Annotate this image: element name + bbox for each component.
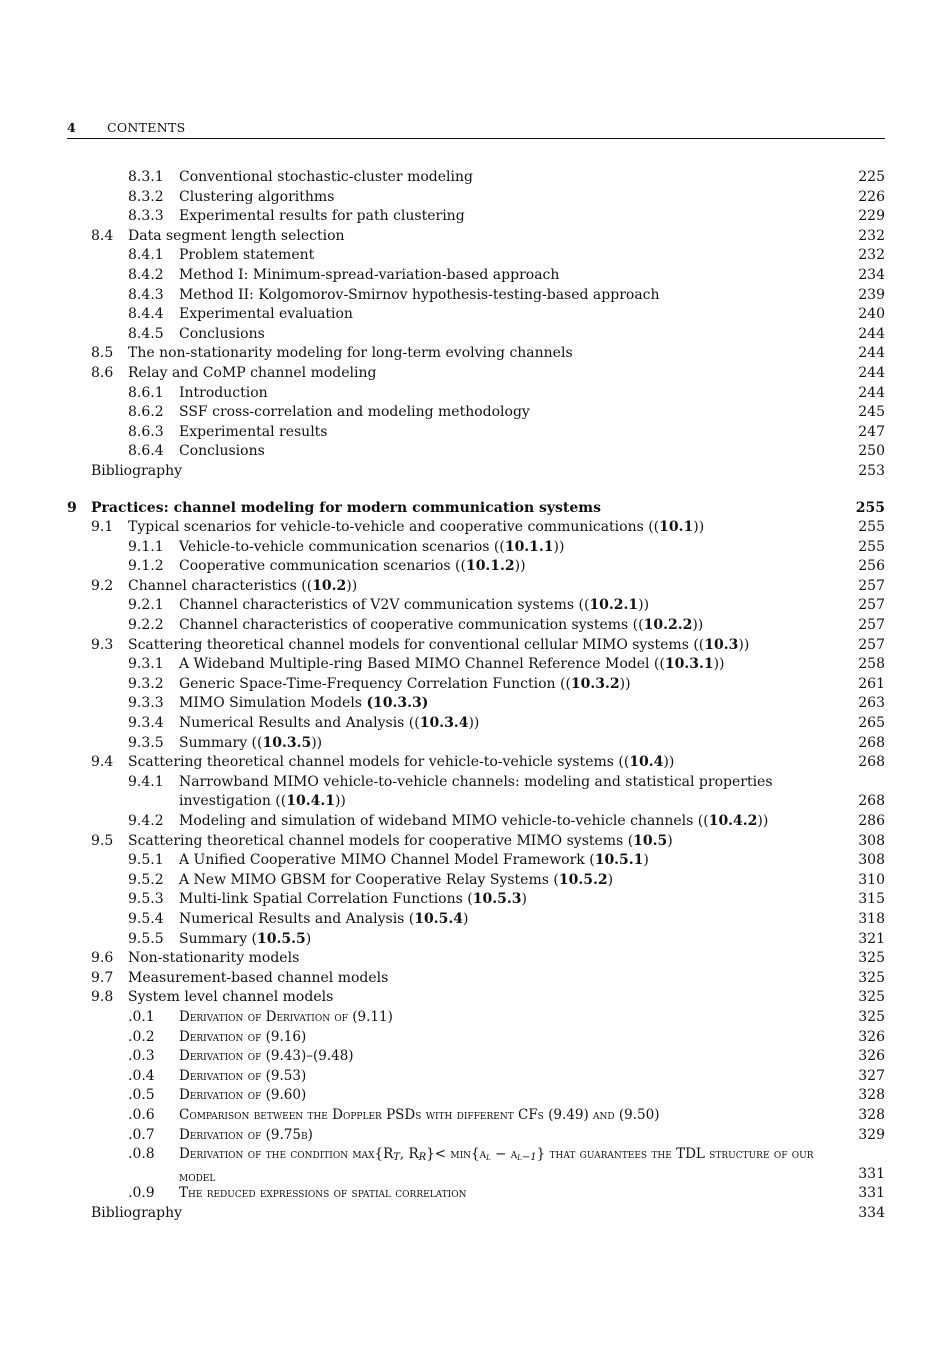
entry-number: .0.1 — [128, 1008, 155, 1025]
entry-page: 234 — [858, 266, 885, 283]
entry-page: 308 — [858, 832, 885, 849]
entry-page: 325 — [858, 989, 885, 1006]
entry-page: 315 — [858, 891, 885, 908]
toc-entry-8-6[interactable] — [67, 364, 885, 384]
entry-title: Channel characteristics ((10.2)) — [128, 577, 358, 594]
entry-page: 325 — [858, 1008, 885, 1025]
entry-number: 9.2.1 — [128, 597, 164, 614]
entry-page: 253 — [858, 462, 885, 479]
entry-number: .0.3 — [128, 1048, 155, 1065]
cross-reference[interactable]: (10.3.3) — [366, 695, 429, 712]
entry-number: 8.6.3 — [128, 423, 164, 440]
entry-title: Derivation of (9.75b) — [179, 1126, 313, 1143]
toc-entry-8-3-2[interactable] — [67, 188, 885, 208]
entry-number: 8.4 — [91, 227, 114, 244]
toc-entry-bibliography-8[interactable] — [67, 462, 885, 482]
toc-entry-9-1-2[interactable] — [67, 557, 885, 577]
entry-page: 328 — [858, 1106, 885, 1123]
toc-entry-appendix-0-4[interactable] — [67, 1067, 885, 1087]
toc-entry-chapter-9[interactable] — [67, 499, 885, 519]
entry-page: 310 — [858, 871, 885, 888]
toc-entry-appendix-0-1[interactable] — [67, 1008, 885, 1028]
entry-title: Scattering theoretical channel models for vehicle-to-vehicle systems ((10.4)) — [128, 754, 675, 771]
entry-title: Derivation of (9.60) — [179, 1087, 307, 1104]
entry-number: 9.4.2 — [128, 813, 164, 829]
entry-page: 268 — [858, 754, 885, 771]
cross-reference[interactable]: 10.3.1 — [664, 656, 714, 673]
entry-page: 325 — [858, 969, 885, 986]
entry-title: Experimental results for path clustering — [179, 208, 465, 225]
entry-number: 9.3.4 — [128, 715, 164, 732]
entry-page: 263 — [858, 695, 885, 712]
entry-page: 244 — [858, 364, 885, 381]
cross-reference[interactable]: 10.3.4 — [419, 715, 469, 732]
entry-title: Method II: Kolgomorov-Smirnov hypothesis-testing-based approach — [179, 286, 660, 303]
cross-reference[interactable]: 10.3.5 — [262, 734, 312, 751]
entry-number: 9.4 — [91, 754, 114, 771]
toc-entry-9-4-1[interactable] — [67, 773, 885, 812]
entry-title: Derivation of (9.53) — [179, 1067, 307, 1084]
entry-number: .0.2 — [128, 1028, 155, 1045]
entry-page: 326 — [858, 1028, 885, 1045]
entry-number: 8.5 — [91, 345, 114, 362]
entry-page: 240 — [858, 306, 885, 323]
entry-number: 9.2.2 — [128, 617, 164, 634]
entry-page: 325 — [858, 950, 885, 967]
toc-entry-9-5[interactable] — [67, 832, 885, 852]
entry-number: 9.3.3 — [128, 695, 164, 712]
entry-title: Generic Space-Time-Frequency Correlation Function ((10.3.2)) — [179, 675, 631, 692]
toc-entry-9-3-3[interactable] — [67, 694, 885, 714]
entry-number: 8.4.5 — [128, 325, 164, 342]
entry-number: 8.6 — [91, 364, 114, 381]
entry-page: 286 — [858, 813, 885, 829]
entry-page: 331 — [858, 1185, 885, 1202]
toc-entry-8-4-3[interactable] — [67, 286, 885, 306]
page-header — [67, 118, 885, 139]
toc-entry-9-5-2[interactable] — [67, 871, 885, 891]
entry-number: 9.5.4 — [128, 910, 164, 927]
toc-entry-8-4-2[interactable] — [67, 266, 885, 286]
cross-reference[interactable]: 10.3.2 — [570, 675, 620, 692]
entry-title: Introduction — [179, 384, 268, 401]
toc-entry-appendix-0-2[interactable] — [67, 1028, 885, 1048]
toc-entry-9-2[interactable] — [67, 577, 885, 597]
toc-entry-8-6-1[interactable] — [67, 384, 885, 404]
table-of-contents — [67, 168, 885, 1223]
entry-title: Method I: Minimum-spread-variation-based approach — [179, 266, 560, 283]
toc-entry-8-4-4[interactable] — [67, 305, 885, 325]
entry-page: 225 — [858, 169, 885, 185]
toc-entry-bibliography-9[interactable] — [67, 1204, 885, 1224]
toc-entry-9-5-5[interactable] — [67, 930, 885, 950]
toc-entry-9-5-4[interactable] — [67, 910, 885, 930]
entry-page: 257 — [858, 597, 885, 614]
entry-title: Narrowband MIMO vehicle-to-vehicle channels: modeling and statistical properties investigation ((10.4.1)) — [179, 773, 773, 810]
entry-title: The reduced expressions of spatial correlation — [179, 1185, 467, 1202]
entry-title: Channel characteristics of V2V communication systems ((10.2.1)) — [179, 597, 650, 614]
toc-entry-appendix-0-3[interactable] — [67, 1047, 885, 1067]
toc-entry-8-6-2[interactable] — [67, 403, 885, 423]
entry-page: 331 — [858, 1165, 885, 1182]
entry-page: 255 — [855, 499, 885, 516]
entry-title: Non-stationarity models — [128, 950, 300, 967]
toc-entry-appendix-0-7[interactable] — [67, 1126, 885, 1146]
entry-number: 9.3.1 — [128, 656, 164, 673]
entry-title: Summary ((10.3.5)) — [179, 734, 323, 751]
cross-reference[interactable]: 10.5.1 — [594, 852, 644, 869]
toc-entry-8-3-3[interactable] — [67, 207, 885, 227]
entry-number: .0.4 — [128, 1067, 155, 1084]
cross-reference[interactable]: 10.1.2 — [465, 558, 515, 575]
entry-page: 255 — [858, 519, 885, 536]
toc-entry-appendix-0-5[interactable] — [67, 1086, 885, 1106]
entry-number: 8.6.2 — [128, 404, 164, 421]
cross-reference[interactable]: 10.5.5 — [257, 930, 306, 947]
entry-title: Bibliography — [91, 462, 182, 479]
entry-title: Numerical Results and Analysis (10.5.4) — [179, 910, 469, 927]
entry-page: 245 — [858, 404, 885, 421]
entry-page: 329 — [858, 1126, 885, 1143]
entry-title: Practices: channel modeling for modern communication systems — [91, 499, 601, 516]
entry-number: 9.3.5 — [128, 734, 164, 751]
entry-page: 226 — [858, 188, 885, 205]
entry-number: 8.6.1 — [128, 384, 164, 401]
entry-title: A Unified Cooperative MIMO Channel Model Framework (10.5.1) — [179, 852, 649, 869]
entry-page: 256 — [858, 558, 885, 575]
cross-reference[interactable]: 10.5.4 — [414, 910, 463, 927]
toc-entry-9-4[interactable] — [67, 753, 885, 773]
entry-page: 308 — [858, 852, 885, 869]
entry-page: 257 — [858, 636, 885, 653]
entry-title: Multi-link Spatial Correlation Functions (10.5.3) — [179, 891, 527, 908]
entry-number: .0.9 — [128, 1185, 155, 1202]
toc-entry-9-3-4[interactable] — [67, 714, 885, 734]
cross-reference[interactable]: 10.2.1 — [589, 597, 639, 614]
toc-entry-9-2-2[interactable] — [67, 616, 885, 636]
cross-reference[interactable]: 10.5.3 — [472, 891, 522, 908]
entry-title: Bibliography — [91, 1204, 182, 1221]
toc-entry-8-6-4[interactable] — [67, 442, 885, 462]
entry-title: A Wideband Multiple-ring Based MIMO Channel Reference Model ((10.3.1)) — [179, 656, 725, 673]
entry-title: Comparison between the Doppler PSDs with different CFs (9.49) and (9.50) — [179, 1106, 660, 1123]
cross-reference[interactable]: 10.2.2 — [643, 617, 693, 634]
entry-page: 321 — [858, 930, 885, 947]
toc-entry-9-1-1[interactable] — [67, 538, 885, 558]
entry-title: Conclusions — [179, 443, 265, 460]
entry-title: Summary (10.5.5) — [179, 930, 312, 947]
entry-page: 229 — [858, 208, 885, 225]
toc-entry-appendix-0-9[interactable] — [67, 1184, 885, 1204]
cross-reference[interactable]: 10.4.2 — [708, 813, 758, 829]
toc-entry-8-6-3[interactable] — [67, 423, 885, 443]
toc-entry-9-7[interactable] — [67, 969, 885, 989]
entry-page: 250 — [858, 443, 885, 460]
entry-title: Conventional stochastic-cluster modeling — [179, 169, 473, 185]
toc-entry-9-5-3[interactable] — [67, 890, 885, 910]
entry-number: 9.1 — [91, 519, 114, 536]
entry-page: 232 — [858, 227, 885, 244]
entry-number: 8.4.1 — [128, 247, 164, 264]
entry-number: 9.5.1 — [128, 852, 164, 869]
entry-number: 8.4.2 — [128, 266, 164, 283]
entry-title: Modeling and simulation of wideband MIMO vehicle-to-vehicle channels ((10.4.2)) — [179, 813, 769, 829]
entry-number: 9.6 — [91, 950, 114, 967]
entry-number: 9.7 — [91, 969, 114, 986]
toc-entry-8-5[interactable] — [67, 344, 885, 364]
toc-entry-9-3-2[interactable] — [67, 675, 885, 695]
entry-number: 8.3.2 — [128, 188, 164, 205]
cross-reference[interactable]: 10.4 — [629, 754, 664, 771]
entry-number: 9.1.2 — [128, 558, 164, 575]
entry-page: 318 — [858, 910, 885, 927]
toc-entry-9-1[interactable] — [67, 518, 885, 538]
entry-number: 9.5.2 — [128, 871, 164, 888]
entry-page: 239 — [858, 286, 885, 303]
toc-entry-9-3-1[interactable] — [67, 655, 885, 675]
entry-number: 9 — [67, 499, 77, 516]
entry-number: 8.4.4 — [128, 306, 164, 323]
entry-page: 326 — [858, 1048, 885, 1065]
cross-reference[interactable]: 10.3 — [704, 636, 739, 653]
toc-entry-9-2-1[interactable] — [67, 596, 885, 616]
toc-entry-9-3-5[interactable] — [67, 734, 885, 754]
entry-title: Derivation of (9.16) — [179, 1028, 307, 1045]
toc-entry-9-5-1[interactable] — [67, 851, 885, 871]
entry-number: 9.2 — [91, 577, 114, 594]
entry-page: 268 — [858, 793, 885, 810]
cross-reference[interactable]: 10.5 — [633, 832, 668, 849]
entry-title: SSF cross-correlation and modeling methodology — [179, 404, 530, 421]
entry-title: Experimental results — [179, 423, 328, 440]
entry-title: Experimental evaluation — [179, 306, 353, 323]
entry-number: 8.3.1 — [128, 169, 164, 185]
entry-title: Scattering theoretical channel models for conventional cellular MIMO systems ((10.3)) — [128, 636, 750, 653]
entry-title: MIMO Simulation Models (10.3.3) — [179, 695, 429, 712]
toc-entry-8-4-5[interactable] — [67, 325, 885, 345]
entry-number: 8.3.3 — [128, 208, 164, 225]
cross-reference[interactable]: 10.2 — [312, 577, 347, 594]
entry-number: 8.4.3 — [128, 286, 164, 303]
cross-reference[interactable]: 10.1 — [659, 519, 694, 536]
entry-page: 255 — [858, 538, 885, 555]
toc-entry-appendix-0-8[interactable] — [67, 1145, 885, 1184]
entry-title: Numerical Results and Analysis ((10.3.4)) — [179, 715, 480, 732]
entry-title: Derivation of Derivation of (9.11) — [179, 1008, 393, 1025]
entry-title: Vehicle-to-vehicle communication scenarios ((10.1.1)) — [179, 538, 565, 555]
entry-title: Measurement-based channel models — [128, 969, 389, 986]
toc-entry-9-8[interactable] — [67, 988, 885, 1008]
toc-entry-9-4-2[interactable] — [67, 812, 885, 832]
entry-page: 268 — [858, 734, 885, 751]
entry-number: 9.5.5 — [128, 930, 164, 947]
entry-number: 9.5 — [91, 832, 114, 849]
entry-page: 265 — [858, 715, 885, 732]
toc-entry-8-3-1[interactable] — [67, 168, 885, 188]
entry-number: 9.5.3 — [128, 891, 164, 908]
entry-title: System level channel models — [128, 989, 334, 1006]
entry-page: 327 — [858, 1067, 885, 1084]
entry-page: 244 — [858, 384, 885, 401]
cross-reference[interactable]: 10.5.2 — [558, 871, 608, 888]
entry-title: Conclusions — [179, 325, 265, 342]
entry-title: Clustering algorithms — [179, 188, 335, 205]
entry-page: 334 — [858, 1204, 885, 1221]
entry-title: Scattering theoretical channel models for cooperative MIMO systems (10.5) — [128, 832, 673, 849]
entry-title: A New MIMO GBSM for Cooperative Relay Systems (10.5.2) — [179, 871, 614, 888]
toc-entry-8-4-1[interactable] — [67, 246, 885, 266]
entry-number: 9.8 — [91, 989, 114, 1006]
entry-title: Data segment length selection — [128, 227, 345, 244]
entry-page: 328 — [858, 1087, 885, 1104]
entry-title: Channel characteristics of cooperative communication systems ((10.2.2)) — [179, 617, 704, 634]
entry-page: 261 — [858, 675, 885, 692]
entry-number: 9.4.1 — [128, 773, 164, 790]
entry-page: 258 — [858, 656, 885, 673]
entry-page: 257 — [858, 577, 885, 594]
entry-page: 244 — [858, 345, 885, 362]
page-number: 4 — [67, 120, 76, 135]
entry-number: .0.7 — [128, 1126, 155, 1143]
entry-number: 8.6.4 — [128, 443, 164, 460]
entry-page: 244 — [858, 325, 885, 342]
entry-title: Problem statement — [179, 247, 315, 264]
entry-title: Derivation of the condition max{RT, RR}< min{al − al−1} that guarantees the TDL structure of our model — [179, 1146, 814, 1185]
entry-title: Derivation of (9.43)–(9.48) — [179, 1048, 354, 1065]
entry-title: The non-stationarity modeling for long-term evolving channels — [128, 345, 573, 362]
cross-reference[interactable]: 10.1.1 — [504, 538, 554, 555]
toc-entry-9-6[interactable] — [67, 949, 885, 969]
cross-reference[interactable]: 10.4.1 — [286, 793, 335, 810]
entry-number: 9.3 — [91, 636, 114, 653]
entry-number: .0.8 — [128, 1146, 155, 1163]
entry-number: .0.5 — [128, 1087, 155, 1104]
entry-number: .0.6 — [128, 1106, 155, 1123]
running-title: CONTENTS — [107, 120, 186, 135]
entry-page: 247 — [858, 423, 885, 440]
entry-page: 257 — [858, 617, 885, 634]
entry-number: 9.1.1 — [128, 538, 164, 555]
toc-entry-appendix-0-6[interactable] — [67, 1106, 885, 1126]
toc-entry-8-4[interactable] — [67, 227, 885, 247]
entry-number: 9.3.2 — [128, 675, 164, 692]
entry-title: Typical scenarios for vehicle-to-vehicle and cooperative communications ((10.1)) — [128, 519, 705, 536]
entry-page: 232 — [858, 247, 885, 264]
entry-title: Relay and CoMP channel modeling — [128, 364, 377, 381]
entry-title: Cooperative communication scenarios ((10.1.2)) — [179, 558, 526, 575]
toc-entry-9-3[interactable] — [67, 636, 885, 656]
